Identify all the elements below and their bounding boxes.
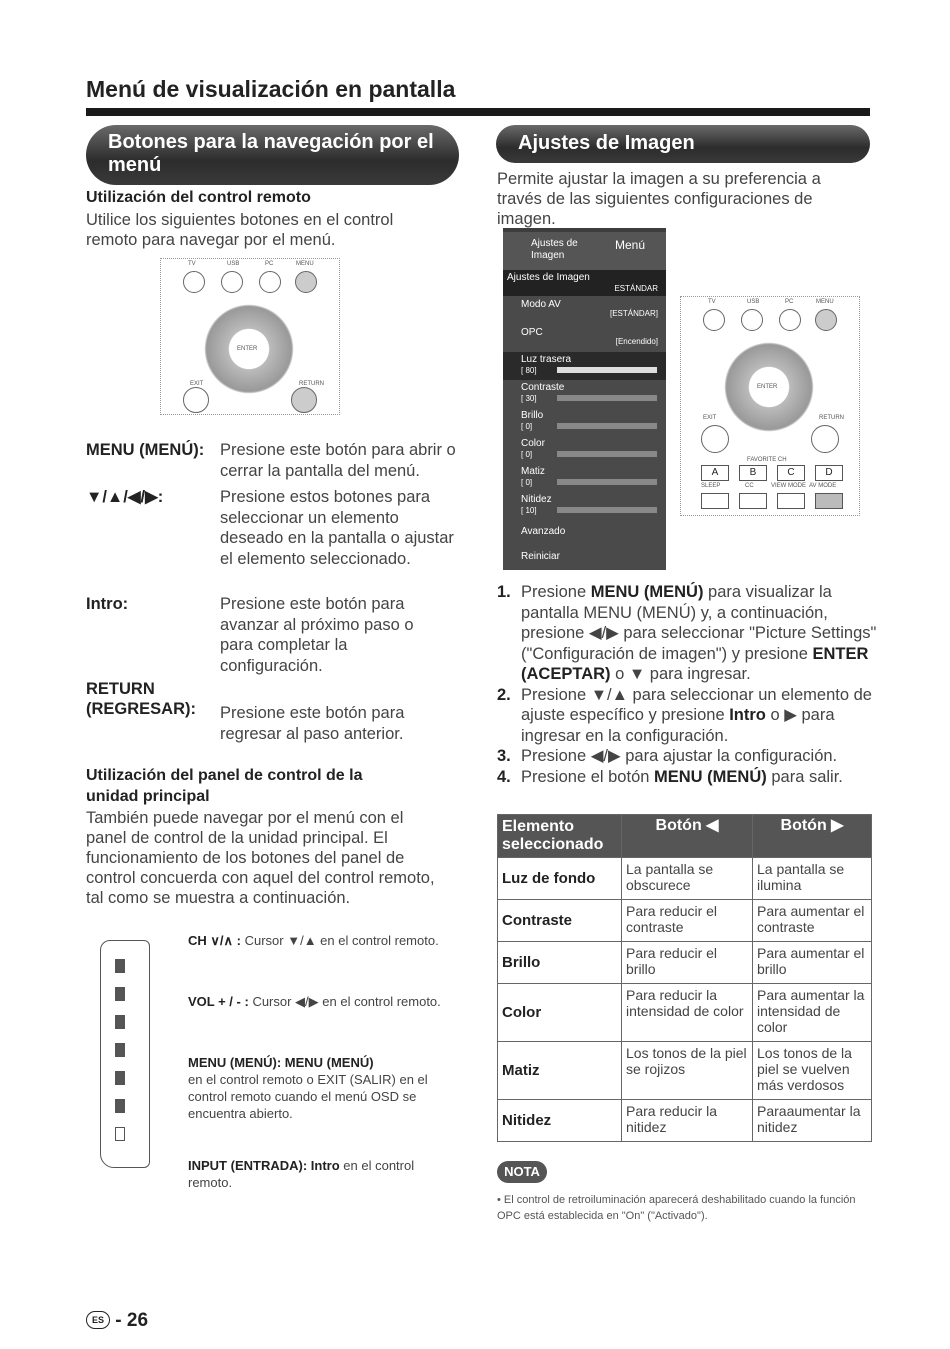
panel-item-menu-desc: en el control remoto o EXIT (SALIR) en el control remoto cuando el menú OSD se encuentra abierto. bbox=[188, 1072, 428, 1121]
table-cell: Los tonos de la piel se rojizos bbox=[622, 1042, 753, 1100]
osd-row-value: [ 0] bbox=[521, 450, 533, 459]
avmode-button[interactable] bbox=[815, 493, 843, 509]
panel-intro: También puede navegar por el menú con el panel de control de la unidad principal. El funcionamiento de los botones del panel de control concuerda con aquel del control remoto, tal como se muestra a continuación. bbox=[86, 809, 435, 907]
osd-row[interactable] bbox=[503, 436, 666, 464]
page-number bbox=[86, 1310, 148, 1332]
remote-illustration bbox=[160, 258, 340, 415]
osd-header bbox=[503, 232, 666, 270]
usb-label: USB bbox=[747, 299, 760, 305]
osd-row[interactable] bbox=[503, 464, 666, 492]
pc-label: PC bbox=[785, 299, 794, 305]
menu-key[interactable] bbox=[115, 1071, 125, 1085]
exit-button[interactable] bbox=[183, 387, 209, 413]
c-button[interactable]: C bbox=[777, 465, 805, 481]
step-number: 2. bbox=[497, 685, 511, 704]
step-item bbox=[497, 582, 877, 685]
tv-label: TV bbox=[708, 299, 716, 305]
return-label: RETURN bbox=[299, 381, 324, 387]
def-desc-intro: Presione este botón para avanzar al próximo paso o para completar la configuración. bbox=[220, 595, 414, 675]
input-key[interactable] bbox=[115, 1099, 125, 1113]
note-text: • El control de retroiluminación aparecerá deshabilitado cuando la función OPC está establecida en "On" ("Activado"). bbox=[497, 1194, 856, 1222]
osd-slider[interactable] bbox=[557, 507, 657, 513]
osd-row-label: Luz trasera bbox=[521, 354, 572, 365]
steps-list bbox=[497, 582, 877, 787]
osd-row[interactable] bbox=[503, 408, 666, 436]
remote-intro: Utilice los siguientes botones en el control remoto para navegar por el menú. bbox=[86, 211, 394, 249]
step-text: Presione el botón MENU (MENÚ) para salir. bbox=[521, 767, 843, 786]
osd-row-label: Modo AV bbox=[521, 299, 561, 310]
pc-label: PC bbox=[265, 261, 274, 267]
step-number: 4. bbox=[497, 767, 511, 786]
page-number-text: - 26 bbox=[115, 1310, 149, 1331]
table-row bbox=[498, 1100, 872, 1142]
def-term-menu: MENU (MENÚ): bbox=[86, 441, 205, 459]
table-cell: Nitidez bbox=[498, 1100, 622, 1142]
pc-button[interactable] bbox=[779, 309, 801, 331]
def-term-return: RETURN (REGRESAR): bbox=[86, 680, 196, 718]
return-label: RETURN bbox=[819, 415, 844, 421]
table-cell: Paraaumentar la nitidez bbox=[753, 1100, 872, 1142]
section-title-navigation: Botones para la navegación por el menú bbox=[86, 125, 459, 185]
osd-row-value: [ 10] bbox=[521, 506, 537, 515]
osd-row-label: Reiniciar bbox=[521, 551, 560, 562]
osd-selected-value: ESTÁNDAR bbox=[614, 284, 658, 293]
pc-button[interactable] bbox=[259, 271, 281, 293]
table-cell: Para aumentar la intensidad de color bbox=[753, 984, 872, 1042]
osd-selected-label: Ajustes de Imagen bbox=[507, 272, 590, 283]
def-term-intro: Intro: bbox=[86, 595, 129, 613]
step-item bbox=[497, 685, 877, 747]
panel-item-ch-term: CH ∨/∧ : bbox=[188, 933, 241, 948]
def-term-arrows: ▼/▲/◀/▶: bbox=[86, 488, 164, 506]
return-button[interactable] bbox=[811, 425, 839, 453]
table-cell: Matiz bbox=[498, 1042, 622, 1100]
table-header: Elemento seleccionado bbox=[498, 815, 622, 858]
exit-label: EXIT bbox=[703, 415, 717, 421]
avmode-label: AV MODE bbox=[809, 483, 837, 489]
panel-item-vol bbox=[188, 993, 448, 1010]
table-row bbox=[498, 1042, 872, 1100]
menu-button[interactable] bbox=[815, 309, 837, 331]
usb-label: USB bbox=[227, 261, 240, 267]
step-item bbox=[497, 767, 877, 788]
step-number: 1. bbox=[497, 583, 511, 601]
table-cell: Luz de fondo bbox=[498, 858, 622, 900]
menu-button[interactable] bbox=[295, 271, 317, 293]
osd-row[interactable] bbox=[503, 520, 666, 546]
osd-row-label: Color bbox=[521, 438, 545, 449]
tv-osd-menu bbox=[503, 228, 666, 570]
section-title-picture: Ajustes de Imagen bbox=[496, 125, 870, 163]
step-text: Presione ▼/▲ para seleccionar un elemento de ajuste específico y presione Intro o ▶ para ingresar en la configuración. bbox=[521, 685, 872, 745]
table-cell: Brillo bbox=[498, 942, 622, 984]
viewmode-button[interactable] bbox=[777, 493, 805, 509]
def-desc-return: Presione este botón para regresar al paso anterior. bbox=[220, 704, 405, 743]
language-badge: ES bbox=[86, 1311, 110, 1329]
cc-button[interactable] bbox=[739, 493, 767, 509]
table-cell: Para aumentar el brillo bbox=[753, 942, 872, 984]
table-cell: Para reducir la nitidez bbox=[622, 1100, 753, 1142]
table-row bbox=[498, 984, 872, 1042]
osd-slider[interactable] bbox=[557, 451, 657, 457]
osd-row-label: OPC bbox=[521, 327, 543, 338]
osd-row-label: Matiz bbox=[521, 466, 545, 477]
b-button[interactable]: B bbox=[739, 465, 767, 481]
vol-up-key[interactable] bbox=[115, 1015, 125, 1029]
cc-label: CC bbox=[745, 483, 754, 489]
exit-button[interactable] bbox=[701, 425, 729, 453]
panel-item-ch bbox=[188, 932, 448, 949]
enter-label: ENTER bbox=[757, 384, 778, 390]
sleep-button[interactable] bbox=[701, 493, 729, 509]
control-panel-illustration bbox=[100, 940, 150, 1168]
osd-row-value: [ 0] bbox=[521, 422, 533, 431]
remote-illustration-right bbox=[680, 296, 860, 516]
table-cell: Para reducir el brillo bbox=[622, 942, 753, 984]
osd-header-menu: Menú bbox=[615, 238, 646, 252]
osd-slider[interactable] bbox=[557, 367, 657, 373]
osd-slider[interactable] bbox=[557, 395, 657, 401]
def-desc-arrows: Presione estos botones para seleccionar un elemento deseado en la pantalla o ajustar el elemento seleccionado. bbox=[220, 488, 454, 568]
return-button[interactable] bbox=[291, 387, 317, 413]
d-button[interactable]: D bbox=[815, 465, 843, 481]
panel-item-input bbox=[188, 1157, 448, 1191]
viewmode-label: VIEW MODE bbox=[771, 483, 807, 489]
osd-row-value: [Encendido] bbox=[615, 337, 658, 346]
settings-table bbox=[497, 814, 872, 1142]
table-row bbox=[498, 900, 872, 942]
osd-row-value: [ 0] bbox=[521, 478, 533, 487]
osd-row-label: Contraste bbox=[521, 382, 565, 393]
table-header: Botón ◀ bbox=[622, 815, 753, 858]
panel-item-menu bbox=[188, 1054, 448, 1122]
table-cell: Para reducir la intensidad de color bbox=[622, 984, 753, 1042]
menu-label: MENU bbox=[816, 299, 834, 305]
note-body: El control de retroiluminación aparecerá deshabilitado cuando la función OPC está establecida en "On" ("Activado"). bbox=[497, 1194, 856, 1222]
osd-row[interactable] bbox=[503, 324, 666, 352]
tv-button[interactable] bbox=[183, 271, 205, 293]
osd-row-label: Nitidez bbox=[521, 494, 552, 505]
panel-item-vol-term: VOL + / - : bbox=[188, 994, 249, 1009]
table-header: Botón ▶ bbox=[753, 815, 872, 858]
panel-item-menu-term: MENU (MENÚ): MENU (MENÚ) bbox=[188, 1055, 374, 1070]
table-row bbox=[498, 942, 872, 984]
page-title: Menú de visualización en pantalla bbox=[86, 76, 456, 102]
osd-row[interactable] bbox=[503, 352, 666, 380]
osd-row[interactable] bbox=[503, 492, 666, 520]
tv-label: TV bbox=[188, 261, 196, 267]
osd-row-label: Avanzado bbox=[521, 526, 566, 537]
table-cell: Contraste bbox=[498, 900, 622, 942]
panel-item-vol-desc: Cursor ◀/▶ en el control remoto. bbox=[252, 994, 441, 1009]
table-cell: Color bbox=[498, 984, 622, 1042]
def-desc-menu: Presione este botón para abrir o cerrar la pantalla del menú. bbox=[220, 441, 456, 480]
panel-heading: Utilización del panel de control de la unidad principal bbox=[86, 767, 363, 805]
osd-row-value: [ESTÁNDAR] bbox=[609, 309, 658, 318]
sleep-label: SLEEP bbox=[701, 483, 721, 489]
osd-row-label: Brillo bbox=[521, 410, 544, 421]
menu-label: MENU bbox=[296, 261, 314, 267]
favorite-label: FAVORITE CH bbox=[747, 457, 787, 463]
osd-header-title: Ajustes de Imagen bbox=[531, 238, 578, 261]
step-item bbox=[497, 746, 877, 767]
osd-slider[interactable] bbox=[557, 423, 657, 429]
usb-button[interactable] bbox=[741, 309, 763, 331]
remote-heading: Utilización del control remoto bbox=[86, 189, 311, 206]
ch-up-key[interactable] bbox=[115, 959, 125, 973]
picture-intro: Permite ajustar la imagen a su preferencia a través de las siguientes configuraciones de imagen. bbox=[497, 170, 821, 228]
nota-badge: NOTA bbox=[497, 1161, 547, 1183]
osd-row[interactable] bbox=[503, 380, 666, 408]
a-button[interactable]: A bbox=[701, 465, 729, 481]
osd-slider[interactable] bbox=[557, 479, 657, 485]
osd-row-value: [ 30] bbox=[521, 394, 537, 403]
table-cell: Para reducir el contraste bbox=[622, 900, 753, 942]
osd-row[interactable] bbox=[503, 296, 666, 324]
table-cell: Para aumentar el contraste bbox=[753, 900, 872, 942]
step-text: Presione MENU (MENÚ) para visualizar la pantalla MENU (MENÚ) y, a continuación, presione ◀/▶ para seleccionar "Picture Settings" ("Configuración de imagen") y presione ENTER (ACEPTAR) o ▼ para ingresar. bbox=[521, 583, 877, 683]
vol-down-key[interactable] bbox=[115, 1043, 125, 1057]
ch-down-key[interactable] bbox=[115, 987, 125, 1001]
enter-label: ENTER bbox=[237, 346, 258, 352]
table-header-row bbox=[498, 815, 872, 858]
osd-selected-row[interactable] bbox=[503, 270, 666, 296]
panel-item-input-term: INPUT (ENTRADA): Intro bbox=[188, 1158, 340, 1173]
panel-item-ch-desc: Cursor ▼/▲ en el control remoto. bbox=[244, 933, 439, 948]
usb-button[interactable] bbox=[221, 271, 243, 293]
step-number: 3. bbox=[497, 747, 511, 765]
table-cell: La pantalla se obscurece bbox=[622, 858, 753, 900]
table-row bbox=[498, 858, 872, 900]
tv-button[interactable] bbox=[703, 309, 725, 331]
table-cell: Los tonos de la piel se vuelven más verdosos bbox=[753, 1042, 872, 1100]
step-text: Presione ◀/▶ para ajustar la configuración. bbox=[521, 747, 838, 765]
panel-item-input-desc: en el control remoto. bbox=[188, 1158, 415, 1190]
table-cell: La pantalla se ilumina bbox=[753, 858, 872, 900]
title-rule bbox=[86, 108, 870, 116]
exit-label: EXIT bbox=[190, 381, 204, 387]
osd-row[interactable] bbox=[503, 546, 666, 570]
osd-row-value: [ 80] bbox=[521, 366, 537, 375]
power-key[interactable] bbox=[115, 1127, 125, 1141]
